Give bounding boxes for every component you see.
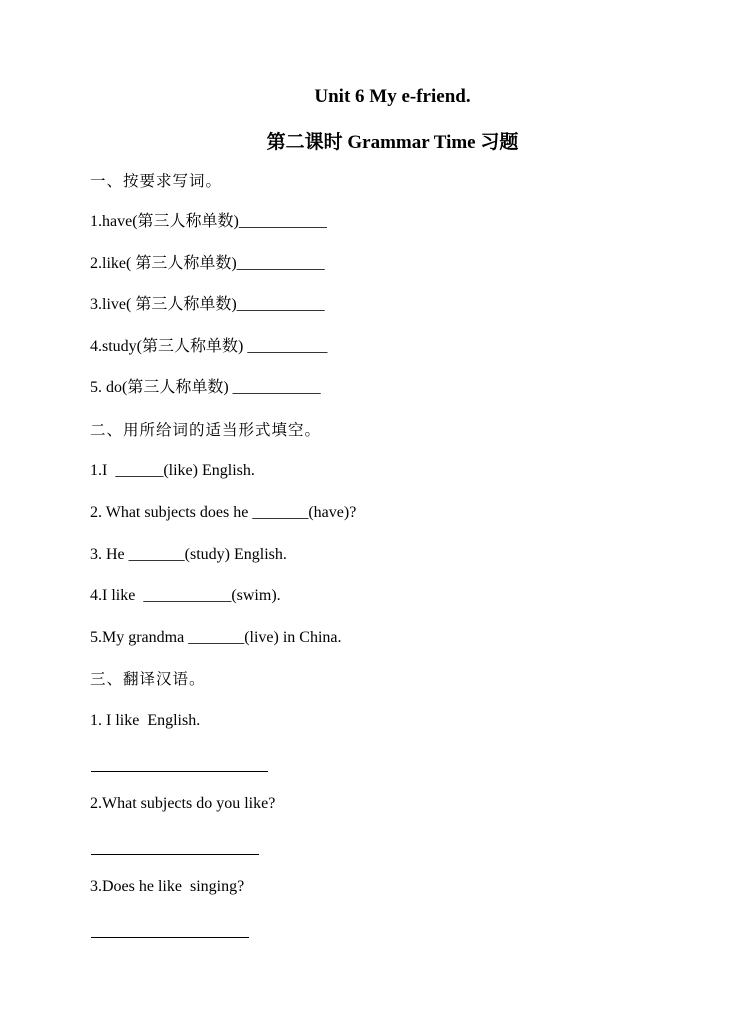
section-1-item-5: 5. do(第三人称单数) ___________: [90, 379, 321, 396]
section-3-item-2: 2.What subjects do you like?: [90, 795, 276, 812]
section-2-heading: 二、用所给词的适当形式填空。: [90, 421, 322, 439]
lesson-title: 第二课时 Grammar Time 习题: [266, 132, 519, 153]
section-2-item-3: 3. He _______(study) English.: [90, 546, 287, 563]
section-2-item-2: 2. What subjects does he _______(have)?: [90, 504, 357, 521]
section-1-item-2: 2.like( 第三人称单数)___________: [90, 255, 325, 272]
section-3-item-1: 1. I like English.: [90, 712, 201, 729]
section-2-item-1: 1.I ______(like) English.: [90, 462, 255, 479]
section-1-heading: 一、按要求写词。: [90, 172, 223, 190]
section-1-item-1: 1.have(第三人称单数)___________: [90, 213, 327, 230]
section-2-item-4: 4.I like ___________(swim).: [90, 587, 281, 604]
answer-line-1: [91, 771, 268, 772]
unit-title: Unit 6 My e-friend.: [314, 86, 471, 107]
section-1-item-3: 3.live( 第三人称单数)___________: [90, 296, 325, 313]
section-3-heading: 三、翻译汉语。: [90, 670, 206, 688]
section-1-item-4: 4.study(第三人称单数) __________: [90, 338, 328, 355]
section-3-item-3: 3.Does he like singing?: [90, 878, 245, 895]
answer-line-2: [91, 854, 259, 855]
answer-line-3: [91, 937, 249, 938]
section-2-item-5: 5.My grandma _______(live) in China.: [90, 629, 342, 646]
